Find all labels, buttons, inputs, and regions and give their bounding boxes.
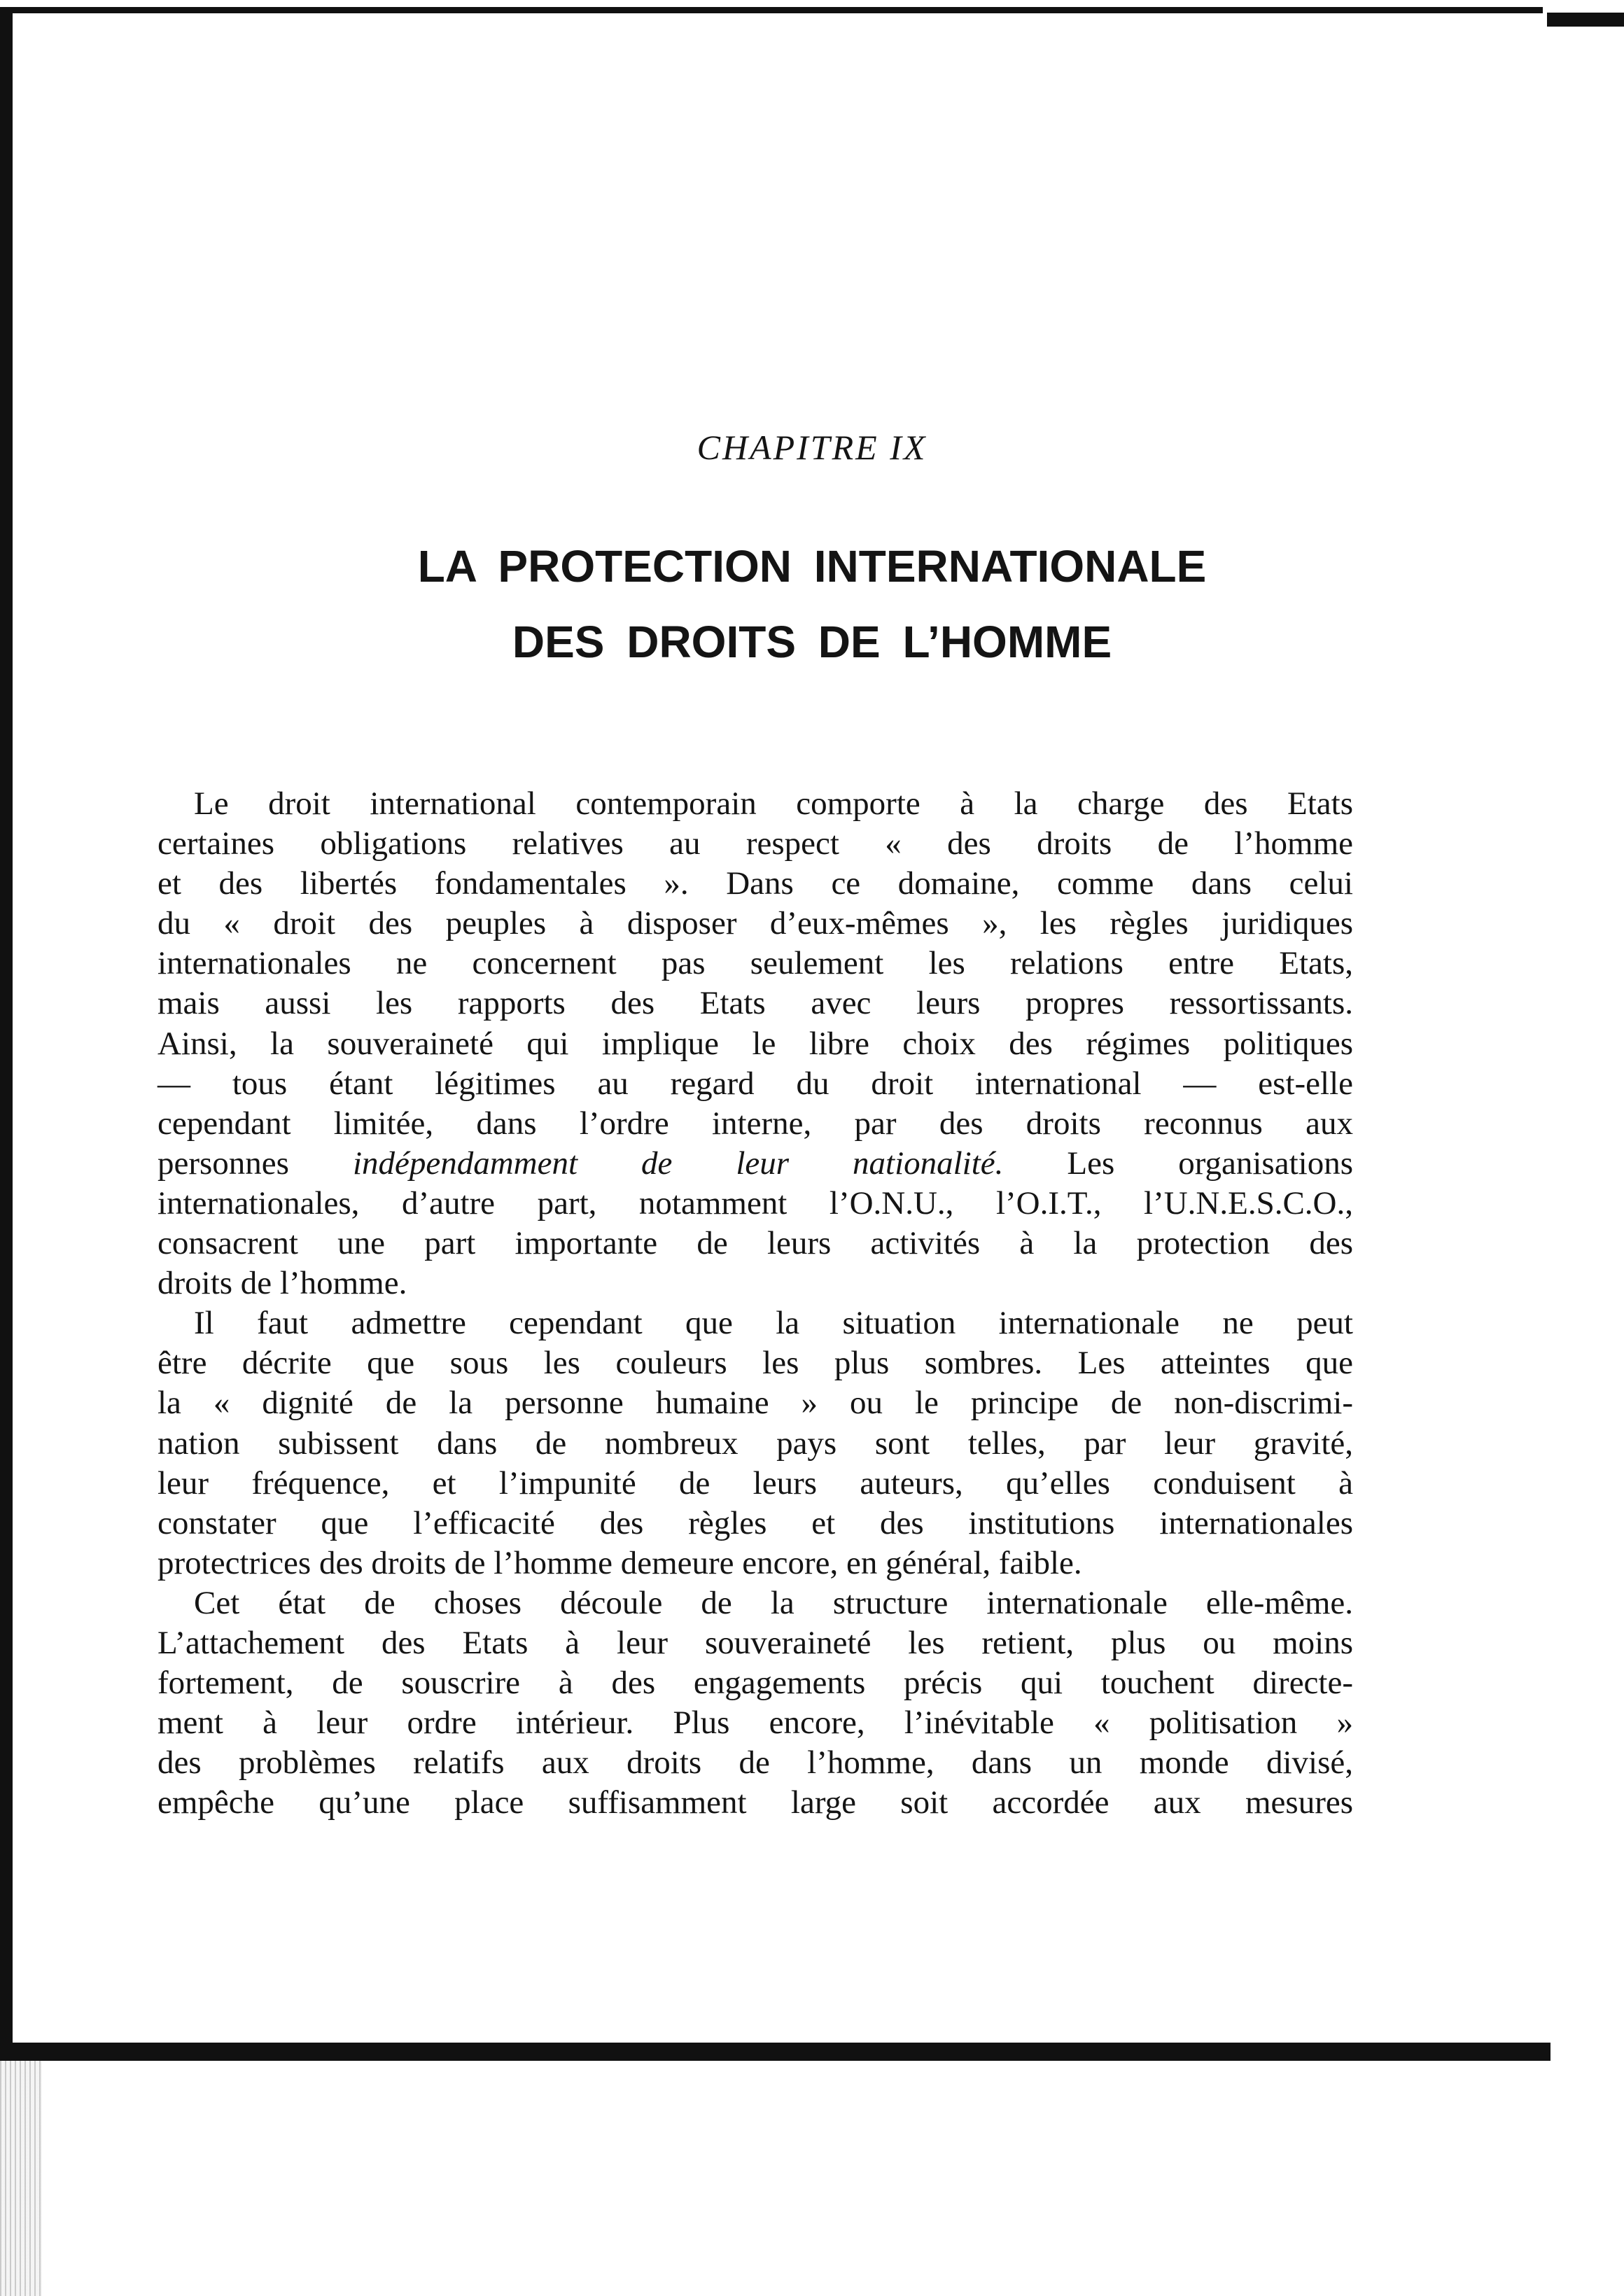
text-line: leur fréquence, et l’impunité de leurs auteurs, qu’elles conduisent à <box>158 1464 1353 1502</box>
text-line: constater que l’efficacité des règles et des institutions internationales <box>158 1504 1353 1541</box>
text-line: Le droit international contemporain comporte à la charge des Etats <box>194 785 1353 822</box>
scan-border-left <box>0 7 13 2058</box>
text-line: du « droit des peuples à disposer d’eux-mêmes », les règles juridiques <box>158 905 1353 942</box>
text-line: protectrices des droits de l’homme demeure encore, en général, faible. <box>158 1544 1082 1581</box>
text-line: personnes indépendamment de leur nationalité. Les organisations <box>158 1144 1353 1182</box>
text-line: empêche qu’une place suffisamment large soit accordée aux mesures <box>158 1784 1353 1821</box>
text-line: cependant limitée, dans l’ordre interne, par des droits reconnus aux <box>158 1105 1353 1142</box>
scan-border-corner <box>1547 13 1624 27</box>
scan-lower-artifact <box>0 2061 42 2296</box>
text-line: des problèmes relatifs aux droits de l’homme, dans un monde divisé, <box>158 1744 1353 1782</box>
text-line: L’attachement des Etats à leur souveraineté les retient, plus ou moins <box>158 1624 1353 1661</box>
paragraph <box>158 784 1353 1303</box>
text-line: certaines obligations relatives au respect « des droits de l’homme <box>158 825 1353 862</box>
text-line: nation subissent dans de nombreux pays sont telles, par leur gravité, <box>158 1424 1353 1462</box>
text-line: et des libertés fondamentales ». Dans ce domaine, comme dans celui <box>158 865 1353 902</box>
paragraph <box>158 1583 1353 1823</box>
scan-border-bottom <box>0 2043 1550 2061</box>
text-line: — tous étant légitimes au regard du droit international — est-elle <box>158 1065 1353 1102</box>
text-line: Il faut admettre cependant que la situation internationale ne peut <box>194 1305 1353 1342</box>
paragraph <box>158 1303 1353 1583</box>
text-line: ment à leur ordre intérieur. Plus encore, l’inévitable « politisation » <box>158 1704 1353 1742</box>
italic-emphasis: indépendamment de leur nationalité. <box>352 1144 1004 1182</box>
text-line: être décrite que sous les couleurs les plus sombres. Les atteintes que <box>158 1345 1353 1382</box>
text-line: la « dignité de la personne humaine » ou le principe de non-discrimi- <box>158 1385 1353 1422</box>
scan-border-top <box>10 7 1543 13</box>
text-line: consacrent une part importante de leurs activités à la protection des <box>158 1225 1353 1262</box>
text-line: internationales ne concernent pas seulement les relations entre Etats, <box>158 945 1353 982</box>
chapter-title-line: DES DROITS DE L’HOMME <box>512 617 1112 667</box>
chapter-label: CHAPITRE IX <box>696 428 927 467</box>
chapter-title <box>0 528 1624 680</box>
text-line: internationales, d’autre part, notamment l’O.N.U., l’O.I.T., l’U.N.E.S.C.O., <box>158 1184 1353 1222</box>
chapter-title-line: LA PROTECTION INTERNATIONALE <box>417 541 1207 592</box>
text-line: droits de l’homme. <box>158 1265 407 1302</box>
text-line: Cet état de choses découle de la structure internationale elle-même. <box>194 1584 1353 1621</box>
text-line: Ainsi, la souveraineté qui implique le libre choix des régimes politiques <box>158 1025 1353 1062</box>
text-line: fortement, de souscrire à des engagements précis qui touchent directe- <box>158 1665 1353 1702</box>
body-text <box>158 784 1353 1823</box>
text-line: mais aussi les rapports des Etats avec leurs propres ressortissants. <box>158 985 1353 1022</box>
